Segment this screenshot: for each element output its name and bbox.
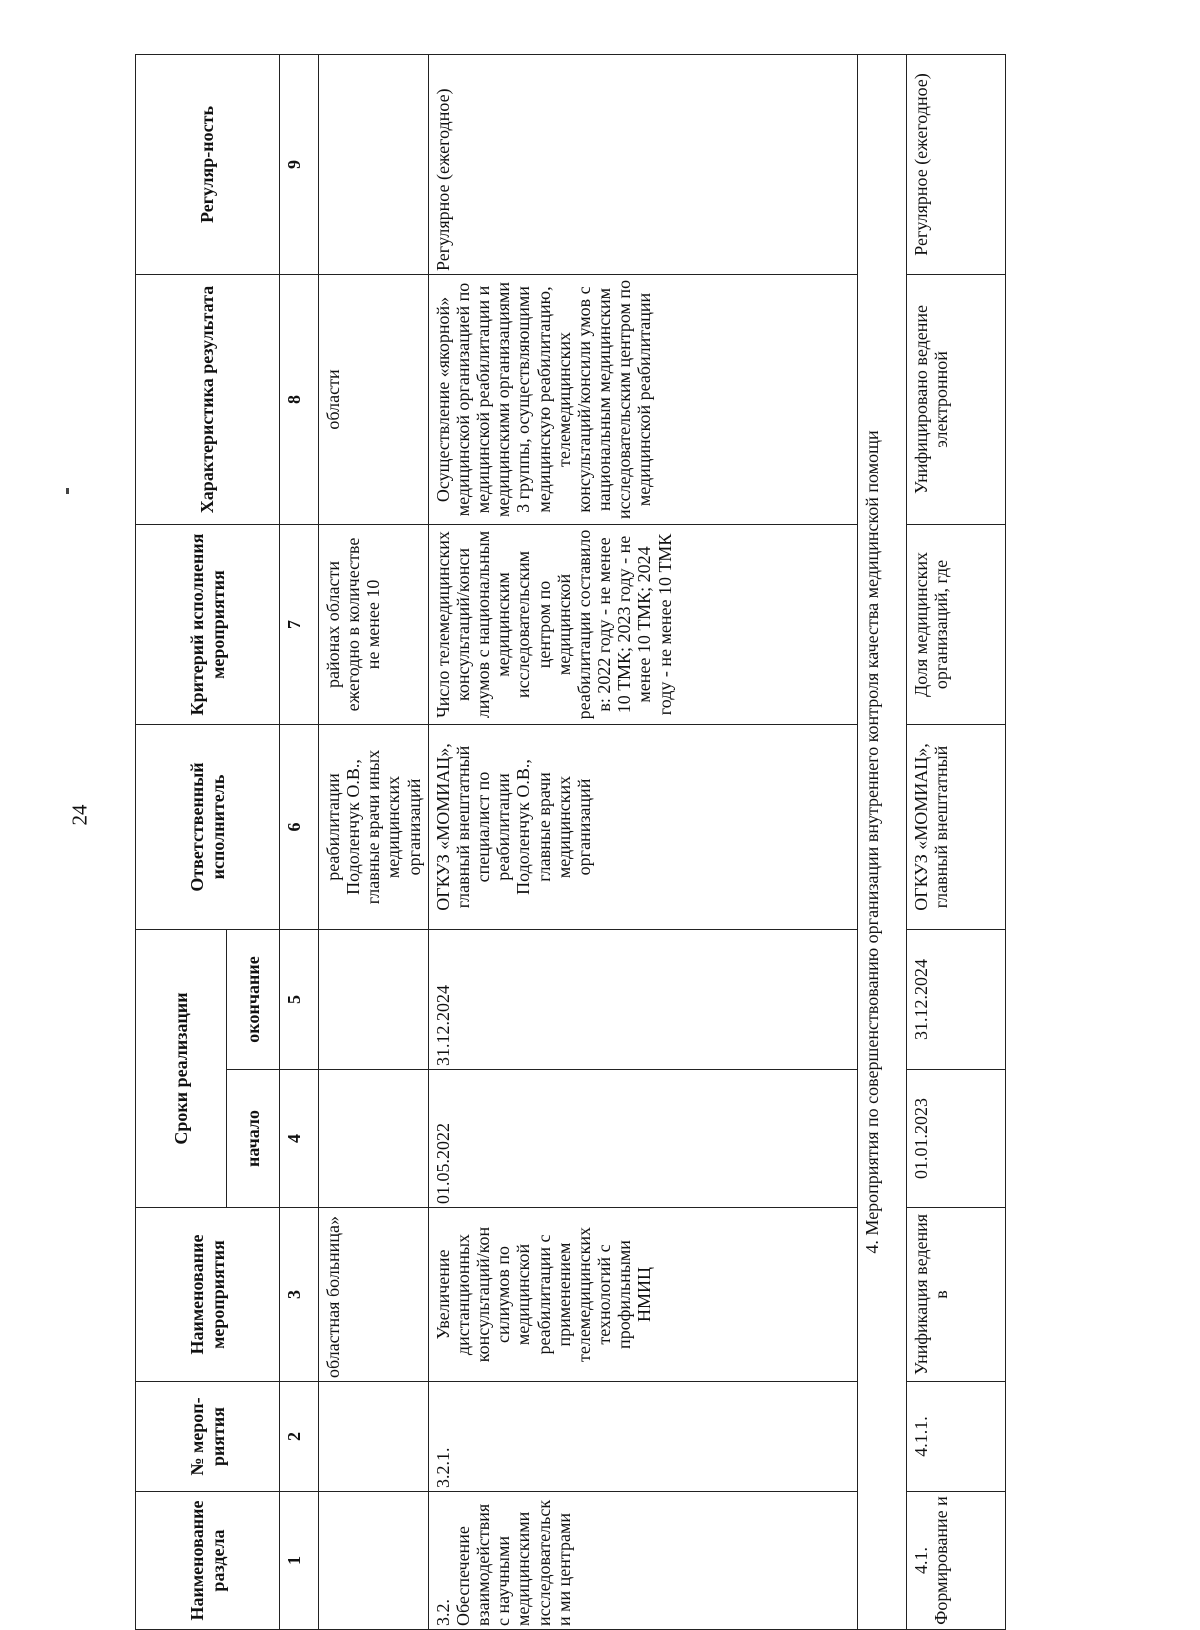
header-row — [136, 54, 227, 1629]
column-number: 3 — [280, 1208, 319, 1382]
cell-responsible: ОГКУЗ «МОМИАЦ», главный внештатный — [906, 724, 1005, 929]
column-number: 2 — [280, 1382, 319, 1492]
column-number: 6 — [280, 724, 319, 929]
cell-regularity — [319, 54, 429, 274]
page-number: 24 — [67, 804, 92, 826]
header-activity-number: № мероп-риятия — [136, 1382, 280, 1492]
column-numbers-row — [280, 54, 319, 1629]
table-row-4-1-1 — [906, 54, 1005, 1629]
column-number: 7 — [280, 524, 319, 724]
column-number: 8 — [280, 274, 319, 524]
cell-number: 3.2.1. — [428, 1382, 857, 1492]
cell-regularity: Регулярное (ежегодное) — [906, 54, 1005, 274]
header-start: начало — [227, 1070, 280, 1208]
cell-result: Унифицировано ведение электронной — [906, 274, 1005, 524]
cell-criterion: Доля медицинских организаций, где — [906, 524, 1005, 724]
cell-responsible: реабилитации Подоленчук О.В., главные врачи иных медицинских организаций — [319, 724, 429, 929]
cell-criterion: районах области ежегодно в количестве не менее 10 — [319, 524, 429, 724]
section-4-title: 4. Мероприятия по совершенствованию организации внутреннего контроля качества медицинской помощи — [857, 54, 906, 1629]
header-responsible: Ответственный исполнитель — [136, 724, 280, 929]
cell-regularity: Регулярное (ежегодное) — [428, 54, 857, 274]
cell-start — [319, 1070, 429, 1208]
cell-criterion: Число телемедицинских консультаций/конси лиумов с национальным медицинским исследовательским центром по медицинской реабилитации составило в: 2022 году - не менее 10 ТМК; 2023 году - не менее 10 ТМК; 2024 году - не менее 10 ТМК — [428, 524, 857, 724]
cell-result: области — [319, 274, 429, 524]
header-terms: Сроки реализации — [136, 929, 227, 1207]
cell-section — [319, 1492, 429, 1630]
header-result: Характеристика результата — [136, 274, 280, 524]
cell-end: 31.12.2024 — [906, 929, 1005, 1069]
cell-result: Осуществление «якорной» медицинской организацией по медицинской реабилитации и медицинскими организациями 3 группы, осуществляющими медицинскую реабилитацию, телемедицинских консультаций/консили умов с национальным медицинским исследовательским центром по медицинской реабилитации — [428, 274, 857, 524]
header-section-name: Наименование раздела — [136, 1492, 280, 1630]
cell-section: 3.2. Обеспечение взаимодействия с научными медицинскими исследовательски ми центрами — [428, 1492, 857, 1630]
header-activity-name: Наименование мероприятия — [136, 1208, 280, 1382]
cell-start: 01.05.2022 — [428, 1070, 857, 1208]
header-regularity: Регуляр-ность — [136, 54, 280, 274]
table-row-continued — [319, 54, 429, 1629]
cell-number — [319, 1382, 429, 1492]
cell-end: 31.12.2024 — [428, 929, 857, 1069]
section-heading-row — [857, 54, 906, 1629]
header-end: окончание — [227, 929, 280, 1069]
cell-responsible: ОГКУЗ «МОМИАЦ», главный внештатный специалист по реабилитации Подоленчук О.В., главные врачи медицинских организаций — [428, 724, 857, 929]
cell-section: 4.1. Формирование и — [906, 1492, 1005, 1630]
cell-end — [319, 929, 429, 1069]
cell-start: 01.01.2023 — [906, 1070, 1005, 1208]
column-number: 5 — [280, 929, 319, 1069]
column-number: 9 — [280, 54, 319, 274]
cell-activity: Унификация ведения в — [906, 1208, 1005, 1382]
cell-number: 4.1.1. — [906, 1382, 1005, 1492]
column-number: 4 — [280, 1070, 319, 1208]
column-number: 1 — [280, 1492, 319, 1630]
cell-activity: Увеличение дистанционных консультаций/кон силиумов по медицинской реабилитации с применением телемедицинских технологий с профильными НМИЦ — [428, 1208, 857, 1382]
cell-activity: областная больница» — [319, 1208, 429, 1382]
activities-table — [135, 54, 1006, 1630]
table-row-3-2-1 — [428, 54, 857, 1629]
header-criterion: Критерий исполнения мероприятия — [136, 524, 280, 724]
